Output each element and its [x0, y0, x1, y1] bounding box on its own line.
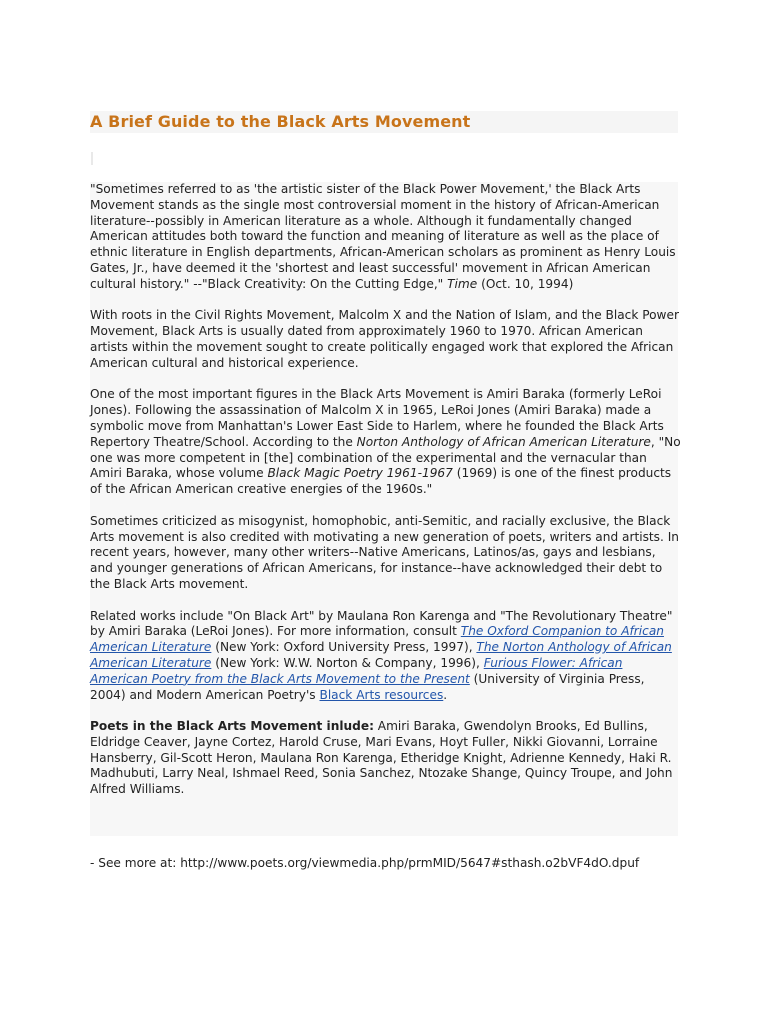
oxford-companion-link[interactable]: The Oxford Companion to African American Literature [90, 624, 664, 655]
paragraph-roots: With roots in the Civil Rights Movement, Malcolm X and the Nation of Islam, and the Black Power Movement, Black Arts is usually dated from approximately 1960 to 1970. African American artists within the movement sought to create politically engaged work that explored the African American cultural and historical experience. [90, 308, 679, 370]
black-arts-resources-link[interactable]: Black Arts resources [319, 687, 444, 702]
black-magic-title: Black Magic Poetry 1961-1967 [267, 466, 453, 481]
poets-label: Poets in the Black Arts Movement inlude: [90, 719, 374, 734]
norton-anthology-title: Norton Anthology of African American Literature [356, 434, 651, 449]
quote-source: Time [447, 276, 478, 291]
paragraph-criticism: Sometimes criticized as misogynist, homophobic, anti-Semitic, and racially exclusive, the Black Arts movement is also credited with motivating a new generation of poets, writers and artists. In recent years, however, many other writers--Native Americans, Latinos/as, gays and lesbians, and younger generations of African Americans, for instance--have acknowledged their debt to the Black Arts movement. [90, 513, 679, 591]
paragraph-quote [90, 182, 682, 293]
norton-anthology-link[interactable]: The Norton Anthology of African American Literature [90, 640, 672, 670]
furious-flower-link[interactable]: Furious Flower: African American Poetry from the Black Arts Movement to the Present [90, 655, 623, 686]
related-text-c: (New York: W.W. Norton & Company, 1996), [211, 655, 484, 670]
baraka-text-e: (1969) is one of the finest products of the African American creative energies of the 1960s." [90, 466, 672, 497]
see-more-source: - See more at: http://www.poets.org/viewmedia.php/prmMID/5647#sthash.o2bVF4dO.dpuf [90, 856, 640, 870]
page-title: A Brief Guide to the Black Arts Movement [90, 112, 471, 131]
quote-text: "Sometimes referred to as 'the artistic sister of the Black Power Movement,' the Black Arts Movement stands as the single most controversial moment in the history of African-American literature--possibly in American literature as a whole. Although it fundamentally changed American attitudes both toward the function and meaning of literature as well as the place of ethnic literature in English departments, African-American scholars as prominent as Henry Louis Gates, Jr., have deemed it the 'shortest and least successful' movement in African American cultural history." --"Black Creativity: On the Cutting Edge," [90, 182, 676, 291]
poets-list: Amiri Baraka, Gwendolyn Brooks, Ed Bullins, Eldridge Ceaver, Jayne Cortez, Harold Cruse, Mari Evans, Hoyt Fuller, Nikki Giovanni, Lorraine Hansberry, Gil-Scott Heron, Maulana Ron Karenga, Etheridge Knight, Adrienne Kennedy, Haki R. Madhubuti, Larry Neal, Ishmael Reed, Sonia Sanchez, Ntozake Shange, Quincy Troupe, and John Alfred Williams. [90, 719, 673, 797]
paragraph-poets [90, 719, 682, 798]
baraka-text-a: One of the most important figures in the Black Arts Movement is Amiri Baraka (formerly LeRoi Jones). Following the assassination of Malcolm X in 1965, LeRoi Jones (Amiri Baraka) made a symbolic move from Manhattan's Lower East Side to Harlem, where he founded the Black Arts Repertory Theatre/School. According to the [90, 387, 664, 449]
baraka-text-c: , "No one was more competent in [the] combination of the experimental and the vernacular than Amiri Baraka, whose volume [90, 434, 681, 481]
quote-date: (Oct. 10, 1994) [477, 276, 574, 291]
related-text-e: . [443, 687, 448, 702]
paragraph-baraka [90, 387, 682, 498]
related-text-a: Related works include "On Black Art" by Maulana Ron Karenga and "The Revolutionary Theatre" by Amiri Baraka (LeRoi Jones). For more information, consult [90, 608, 673, 639]
related-text-b: (New York: Oxford University Press, 1997), [211, 640, 477, 655]
text-cursor-mark [91, 152, 93, 165]
article-body [90, 182, 682, 814]
related-text-d: (University of Virginia Press, 2004) and Modern American Poetry's [90, 671, 645, 702]
paragraph-related-works [90, 609, 682, 704]
